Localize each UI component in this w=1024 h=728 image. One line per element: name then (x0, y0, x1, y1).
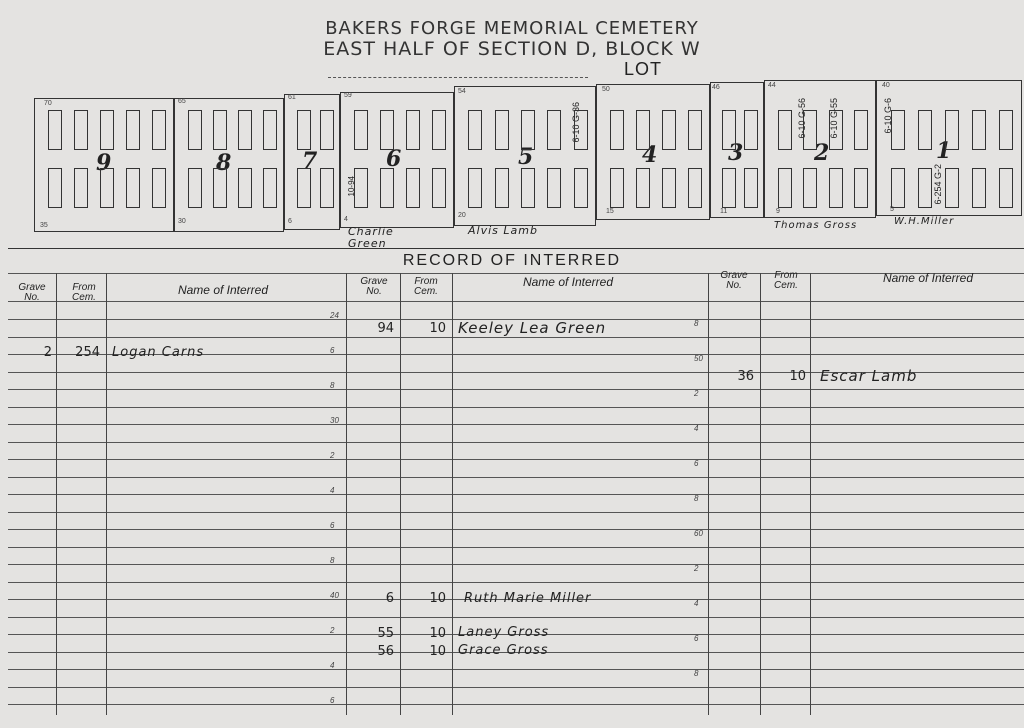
col-header-from: From Cem. (774, 270, 798, 291)
grave-plot (803, 168, 817, 208)
column-divider (346, 273, 347, 715)
lot-number: 7 (302, 148, 318, 174)
grave-plot (999, 110, 1013, 150)
margin-number: 2 (330, 626, 335, 635)
grave-plot (48, 168, 62, 208)
column-divider (56, 273, 57, 715)
grave-plot (803, 110, 817, 150)
grave-plot (521, 168, 535, 208)
grave-plot (521, 110, 535, 150)
grave-plot (495, 168, 509, 208)
grave-plot (100, 168, 114, 208)
grave-plot (74, 110, 88, 150)
from-cem: 10 (789, 369, 806, 384)
grave-plot (918, 168, 932, 208)
from-cem: 10 (429, 644, 446, 659)
margin-number: 6 (694, 634, 699, 643)
grave-number: 40 (882, 82, 890, 89)
ruled-line (8, 389, 1024, 390)
ruled-line (8, 512, 1024, 513)
col-header-name: Name of Interred (522, 275, 614, 289)
grave-plot (100, 110, 114, 150)
grave-number: 50 (602, 86, 610, 93)
owner-charlie-green: Charlie Green (348, 225, 394, 250)
margin-number: 50 (694, 354, 703, 363)
grave-plot (380, 168, 394, 208)
grave-plot (468, 168, 482, 208)
grave-number: 46 (712, 84, 720, 91)
grave-marker-label: 6-10 G-36 (571, 102, 581, 143)
grave-plot (320, 168, 334, 208)
owner-wh-miller: W.H.Miller (894, 216, 955, 227)
column-divider (400, 273, 401, 715)
column-divider (708, 273, 709, 715)
grave-plot (74, 168, 88, 208)
grave-plot (891, 110, 905, 150)
margin-number: 6 (330, 346, 335, 355)
grave-number: 9 (776, 208, 780, 215)
lot-label: LOT (624, 59, 663, 79)
ruled-line (8, 669, 1024, 670)
lot-number: 1 (936, 138, 952, 164)
grave-no: 2 (43, 345, 52, 360)
grave-no: 6 (385, 591, 394, 606)
from-cem: 10 (429, 591, 446, 606)
grave-marker-label: 6-10 G-6 (883, 98, 893, 134)
grave-plot (297, 168, 311, 208)
column-divider (452, 273, 453, 715)
grave-plot (918, 110, 932, 150)
grave-plot (610, 168, 624, 208)
grave-number: 70 (44, 100, 52, 107)
grave-number: 61 (288, 94, 296, 101)
lot-number: 9 (96, 150, 112, 176)
margin-number: 8 (694, 319, 699, 328)
grave-plot (188, 168, 202, 208)
grave-plot (238, 110, 252, 150)
lot-number: 3 (728, 140, 744, 166)
grave-plot (662, 168, 676, 208)
grave-plot (854, 168, 868, 208)
grave-plot (152, 110, 166, 150)
grave-plot (829, 110, 843, 150)
from-cem: 10 (429, 321, 446, 336)
column-divider (760, 273, 761, 715)
grave-plot (432, 110, 446, 150)
grave-marker-label: 6-254 G-2 (933, 164, 943, 205)
margin-number: 8 (330, 556, 335, 565)
grave-no: 56 (377, 644, 394, 659)
grave-plot (126, 168, 140, 208)
grave-plot (547, 168, 561, 208)
margin-number: 2 (694, 389, 699, 398)
grave-plot (152, 168, 166, 208)
ruled-line (8, 459, 1024, 460)
ruled-line (8, 424, 1024, 425)
grave-no: 55 (377, 626, 394, 641)
grave-plot (945, 110, 959, 150)
grave-plot (778, 168, 792, 208)
col-header-from: From Cem. (414, 276, 438, 297)
grave-number: 4 (344, 216, 348, 223)
grave-plot (744, 110, 758, 150)
col-header-from: From Cem. (72, 282, 96, 303)
interred-name: Ruth Marie Miller (464, 591, 592, 606)
margin-number: 30 (330, 416, 339, 425)
grave-marker-label: 10-94 (347, 176, 356, 197)
lot-blank-line (328, 77, 588, 78)
grave-plot (380, 110, 394, 150)
margin-number: 24 (330, 311, 339, 320)
grave-number: 6 (288, 218, 292, 225)
ruled-line (8, 547, 1024, 548)
record-title: RECORD OF INTERRED (402, 252, 622, 269)
grave-plot (722, 110, 736, 150)
lot-number: 2 (814, 140, 830, 166)
margin-number: 4 (330, 661, 335, 670)
grave-plot (744, 168, 758, 208)
from-cem: 254 (75, 345, 100, 360)
column-divider (810, 273, 811, 715)
grave-plot (972, 110, 986, 150)
ruled-line (8, 407, 1024, 408)
grave-plot (48, 110, 62, 150)
grave-plot (610, 110, 624, 150)
interred-name: Escar Lamb (820, 367, 918, 385)
margin-number: 40 (330, 591, 339, 600)
lot-number: 5 (518, 144, 534, 170)
ruled-line (8, 529, 1024, 530)
grave-plot (213, 110, 227, 150)
grave-plot (574, 110, 588, 150)
grave-no: 36 (737, 369, 754, 384)
grave-plot (297, 110, 311, 150)
ruled-line (8, 494, 1024, 495)
margin-number: 8 (330, 381, 335, 390)
ruled-line (8, 582, 1024, 583)
ruled-line (8, 442, 1024, 443)
lot-number: 6 (386, 146, 402, 172)
grave-plot (213, 168, 227, 208)
margin-number: 2 (694, 564, 699, 573)
grave-plot (354, 168, 368, 208)
margin-number: 6 (694, 459, 699, 468)
ruled-line (8, 477, 1024, 478)
grave-plot (945, 168, 959, 208)
grave-number: 20 (458, 212, 466, 219)
grave-plot (263, 168, 277, 208)
grave-number: 15 (606, 208, 614, 215)
owner-thomas-gross: Thomas Gross (774, 220, 858, 231)
section-title: EAST HALF OF SECTION D, BLOCK W (323, 38, 701, 60)
grave-plot (972, 168, 986, 208)
grave-plot (547, 110, 561, 150)
margin-number: 4 (330, 486, 335, 495)
grave-marker-label: 6-10 G-56 (797, 98, 807, 139)
grave-plot (636, 168, 650, 208)
grave-plot (126, 110, 140, 150)
margin-number: 8 (694, 494, 699, 503)
margin-number: 4 (694, 599, 699, 608)
margin-number: 8 (694, 669, 699, 678)
col-header-grave: Grave No. (360, 276, 388, 297)
grave-plot (432, 168, 446, 208)
margin-number: 6 (330, 696, 335, 705)
ruled-line (8, 687, 1024, 688)
interred-name: Keeley Lea Green (458, 319, 607, 337)
grave-plot (662, 110, 676, 150)
grave-plot (188, 110, 202, 150)
column-divider (106, 273, 107, 715)
grave-number: 11 (720, 208, 728, 215)
grave-plot (854, 110, 868, 150)
ruled-line (8, 704, 1024, 705)
grave-plot (722, 168, 736, 208)
margin-number: 4 (694, 424, 699, 433)
grave-plot (891, 168, 905, 208)
interred-name: Grace Gross (458, 643, 549, 658)
cemetery-title: BAKERS FORGE MEMORIAL CEMETERY (325, 18, 699, 39)
interred-name: Laney Gross (458, 625, 550, 640)
grave-number: 30 (178, 218, 186, 225)
grave-plot (574, 168, 588, 208)
grave-plot (263, 110, 277, 150)
grave-no: 94 (377, 321, 394, 336)
margin-number: 2 (330, 451, 335, 460)
interred-name: Logan Carns (112, 345, 205, 360)
grave-plot (829, 168, 843, 208)
grave-plot (999, 168, 1013, 208)
grave-plot (636, 110, 650, 150)
grave-number: 54 (458, 88, 466, 95)
col-header-name: Name of Interred (177, 283, 269, 297)
ruled-line (8, 564, 1024, 565)
grave-plot (320, 110, 334, 150)
lot-number: 8 (216, 150, 232, 176)
grave-number: 59 (344, 92, 352, 99)
from-cem: 10 (429, 626, 446, 641)
grave-plot (406, 168, 420, 208)
owner-alvis-lamb: Alvis Lamb (468, 224, 538, 237)
ruled-line (8, 617, 1024, 618)
record-table (8, 248, 1024, 715)
grave-marker-label: 6-10 G-55 (829, 98, 839, 139)
col-header-grave: Grave No. (720, 270, 748, 291)
grave-plot (238, 168, 252, 208)
grave-number: 5 (890, 206, 894, 213)
grave-plot (468, 110, 482, 150)
grave-number: 65 (178, 98, 186, 105)
col-header-name: Name of Interred (882, 271, 974, 285)
margin-number: 60 (694, 529, 703, 538)
grave-number: 35 (40, 222, 48, 229)
ruled-line (8, 301, 1024, 302)
grave-plot (688, 168, 702, 208)
grave-number: 44 (768, 82, 776, 89)
col-header-grave: Grave No. (18, 282, 46, 303)
margin-number: 6 (330, 521, 335, 530)
grave-plot (406, 110, 420, 150)
grave-plot (495, 110, 509, 150)
lot-number: 4 (642, 142, 658, 168)
grave-plot (688, 110, 702, 150)
grave-plot (354, 110, 368, 150)
grave-plot (778, 110, 792, 150)
